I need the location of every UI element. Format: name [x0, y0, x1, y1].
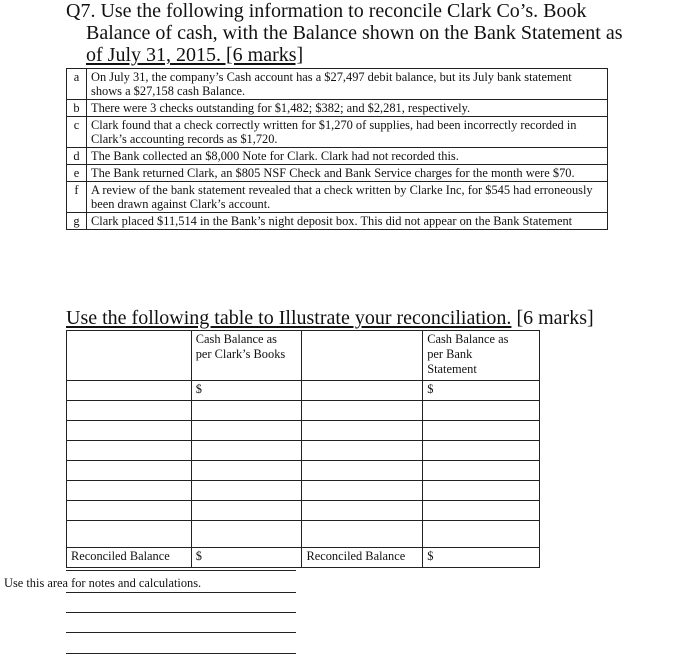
fact-letter: b	[67, 100, 87, 117]
dollar-sign: $	[195, 549, 202, 563]
recon-cell[interactable]	[302, 461, 423, 481]
fact-letter: d	[67, 148, 87, 165]
section-2-marks: [6 marks]	[516, 307, 594, 329]
notes-line	[66, 653, 296, 654]
fact-text: There were 3 checks outstanding for $1,482; $382; and $2,281, respectively.	[87, 100, 608, 117]
fact-row	[67, 213, 608, 230]
recon-cell[interactable]	[191, 441, 302, 461]
dollar-sign: $	[427, 382, 434, 396]
recon-cell[interactable]	[191, 521, 302, 548]
recon-cell[interactable]	[67, 501, 192, 521]
fact-row	[67, 69, 608, 100]
fact-row	[67, 182, 608, 213]
dollar-sign: $	[195, 382, 202, 396]
recon-cell[interactable]	[302, 421, 423, 441]
recon-cell[interactable]	[302, 331, 423, 381]
recon-cell[interactable]	[67, 401, 192, 421]
recon-cell[interactable]	[423, 421, 540, 441]
fact-row	[67, 148, 608, 165]
recon-row	[67, 461, 540, 481]
book-dollar-cell[interactable]	[191, 381, 302, 401]
recon-cell[interactable]	[67, 421, 192, 441]
section-2-text: Use the following table to Illustrate your reconciliation.	[66, 307, 512, 329]
recon-cell[interactable]	[191, 501, 302, 521]
question-title	[66, 0, 686, 66]
fact-row	[67, 165, 608, 182]
fact-letter: f	[67, 182, 87, 213]
recon-cell[interactable]	[423, 461, 540, 481]
recon-cell[interactable]	[67, 381, 192, 401]
fact-text: The Bank collected an $8,000 Note for Clark. Clark had not recorded this.	[87, 148, 608, 165]
reconciled-balance-row	[67, 548, 540, 568]
question-line-3: of July 31, 2015. [6 marks]	[86, 44, 304, 66]
recon-cell[interactable]	[302, 441, 423, 461]
recon-cell[interactable]	[423, 521, 540, 548]
recon-row	[67, 501, 540, 521]
recon-row	[67, 401, 540, 421]
reconciled-label-book: Reconciled Balance	[67, 548, 192, 568]
reconciled-bank-cell[interactable]	[423, 548, 540, 568]
dollar-sign: $	[427, 549, 434, 563]
recon-cell[interactable]	[423, 441, 540, 461]
facts-table	[66, 68, 608, 230]
book-header-line-1: Cash Balance as	[195, 332, 277, 346]
recon-cell[interactable]	[302, 481, 423, 501]
recon-cell[interactable]	[302, 401, 423, 421]
fact-letter: e	[67, 165, 87, 182]
section-2-heading	[66, 307, 594, 329]
recon-cell[interactable]	[302, 381, 423, 401]
fact-letter: a	[67, 69, 87, 100]
bank-dollar-cell[interactable]	[423, 381, 540, 401]
recon-cell[interactable]	[67, 331, 192, 381]
reconciliation-table	[66, 330, 540, 568]
recon-cell[interactable]	[423, 501, 540, 521]
recon-cell[interactable]	[302, 501, 423, 521]
notes-label: Use this area for notes and calculations.	[4, 576, 202, 590]
bank-header-line-3: Statement	[427, 362, 477, 376]
recon-cell[interactable]	[67, 441, 192, 461]
recon-row	[67, 521, 540, 548]
fact-text: Clark found that a check correctly written for $1,270 of supplies, had been incorrectly recorded in Clark’s accounting records as $1,720.	[87, 117, 608, 148]
recon-cell[interactable]	[191, 461, 302, 481]
fact-text: The Bank returned Clark, an $805 NSF Check and Bank Service charges for the month were $70.	[87, 165, 608, 182]
recon-cell[interactable]	[423, 401, 540, 421]
book-header-line-2: per Clark’s Books	[195, 347, 286, 361]
recon-row	[67, 481, 540, 501]
recon-header-row	[67, 331, 540, 381]
reconciled-label-bank: Reconciled Balance	[302, 548, 423, 568]
fact-letter: c	[67, 117, 87, 148]
recon-row	[67, 441, 540, 461]
recon-cell[interactable]	[302, 521, 423, 548]
fact-text: A review of the bank statement revealed that a check written by Clarke Inc, for $545 had erroneously been drawn against Clark’s account.	[87, 182, 608, 213]
recon-cell[interactable]	[191, 481, 302, 501]
bank-header-line-1: Cash Balance as	[427, 332, 509, 346]
reconciled-book-cell[interactable]	[191, 548, 302, 568]
recon-cell[interactable]	[423, 481, 540, 501]
recon-dollar-row	[67, 381, 540, 401]
notes-line	[66, 632, 296, 633]
book-balance-header	[191, 331, 302, 381]
fact-text: On July 31, the company’s Cash account has a $27,497 debit balance, but its July bank statement shows a $27,158 cash Balance.	[87, 69, 608, 100]
notes-line	[66, 570, 296, 571]
recon-cell[interactable]	[67, 521, 192, 548]
question-line-1: Q7. Use the following information to reconcile Clark Co’s. Book	[66, 0, 587, 22]
notes-line	[66, 612, 296, 613]
bank-balance-header	[423, 331, 540, 381]
fact-text: Clark placed $11,514 in the Bank’s night deposit box. This did not appear on the Bank Statement	[87, 213, 608, 230]
fact-row	[67, 100, 608, 117]
recon-row	[67, 421, 540, 441]
notes-line	[66, 592, 296, 593]
fact-letter: g	[67, 213, 87, 230]
fact-row	[67, 117, 608, 148]
recon-cell[interactable]	[67, 461, 192, 481]
question-line-2: Balance of cash, with the Balance shown on the Bank Statement as	[86, 22, 623, 44]
bank-header-line-2: per Bank	[427, 347, 473, 361]
recon-cell[interactable]	[191, 421, 302, 441]
recon-cell[interactable]	[191, 401, 302, 421]
recon-cell[interactable]	[67, 481, 192, 501]
